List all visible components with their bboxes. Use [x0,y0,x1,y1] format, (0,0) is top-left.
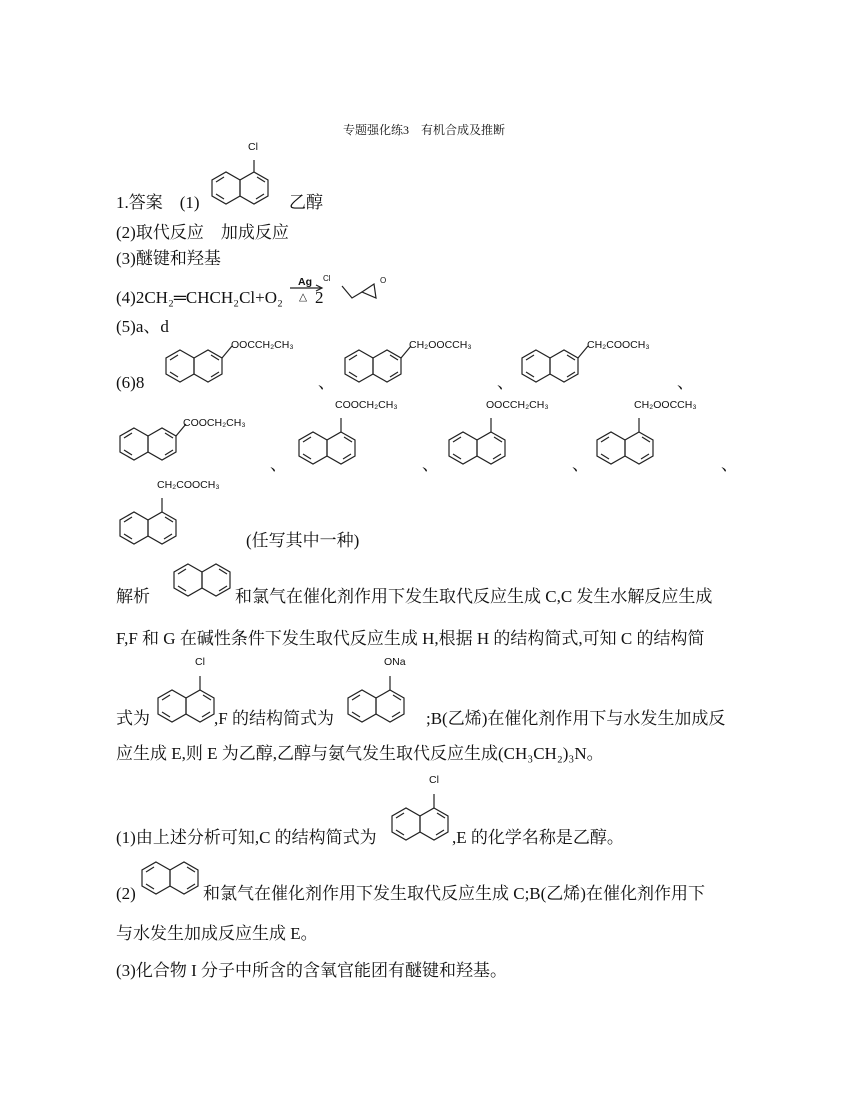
structure-c-cl-label: Cl [195,656,205,668]
isomer-5-group: COOCH₂CH₃ [335,399,398,411]
q6-prefix: (6)8 [116,373,145,392]
section-1a: (1)由上述分析可知,C 的结构简式为 [116,828,377,847]
isomer-8-group: CH₂COOCH₃ [157,479,220,491]
analysis-p1a: 和氯气在催化剂作用下发生取代反应生成 C,C 发生水解反应生成 [235,587,713,606]
structure-f-ona-label: ONa [384,656,406,668]
separator-5: 、 [422,455,439,474]
isomer-8-ring [118,484,190,554]
separator-4: 、 [270,455,287,474]
analysis-p3: 应生成 E,则 E 为乙醇,乙醇与氨气发生取代反应生成(CH₃CH₂)₃N。 [116,744,604,763]
q5-line: (5)a、d [116,317,169,336]
page-header: 专题强化练3 有机合成及推断 [343,123,506,137]
analysis-label: 解析 [116,587,150,606]
q4-product-cl: Cl [323,274,331,283]
isomer-3-ring [520,340,592,390]
section-2c: 与水发生加成反应生成 E。 [116,924,318,943]
separator-7: 、 [721,455,738,474]
q3-line: (3)醚键和羟基 [116,249,221,268]
isomer-4-group: COOCH₂CH₃ [183,417,246,429]
separator-1: 、 [318,373,335,392]
isomer-7-group: CH₂OOCCH₃ [634,399,697,411]
separator-2: 、 [497,373,514,392]
naphthalene-structure-2 [140,858,204,904]
isomer-2-group: CH₂OOCCH₃ [409,339,472,351]
q4-condition: △ [299,291,308,303]
q1-name: 乙醇 [289,193,323,212]
separator-6: 、 [572,455,589,474]
q4-equation-left: (4)2CH₂═CHCH₂Cl+O₂ [116,288,283,307]
isomer-1-ring [164,340,236,390]
q4-product-o: O [380,276,387,285]
isomer-5-ring [297,404,369,474]
q1-prefix: 1.答案 (1) [116,193,200,212]
naphthalene-structure [172,560,236,606]
isomer-4-ring [118,418,190,468]
isomer-6-ring [447,404,519,474]
analysis-p1b: F,F 和 G 在碱性条件下发生取代反应生成 H,根据 H 的结构简式,可知 C 的结构简 [116,629,705,648]
separator-3: 、 [677,373,694,392]
isomer-1-group: OOCCH₂CH₃ [231,339,294,351]
isomer-3-group: CH₂COOCH₃ [587,339,650,351]
q2-line: (2)取代反应 加成反应 [116,223,289,242]
q4-catalyst: Ag [298,276,312,288]
isomer-2-ring [343,340,415,390]
analysis-p2a: 式为 [116,709,150,728]
section-3: (3)化合物 I 分子中所含的含氧官能团有醚键和羟基。 [116,961,507,980]
naphthalene-cl-structure [206,140,276,212]
q1-cl-label: Cl [248,141,258,153]
q6-note: (任写其中一种) [246,531,360,550]
analysis-p2b: ,F 的结构简式为 [214,709,334,728]
structure-c-cl-2 [390,778,460,850]
isomer-6-group: OOCCH₂CH₃ [486,399,549,411]
structure-c-cl-2-label: Cl [429,774,439,786]
analysis-p2c: ;B(乙烯)在催化剂作用下与水发生加成反 [426,709,726,728]
isomer-7-ring [595,404,667,474]
section-1b: ,E 的化学名称是乙醇。 [452,828,624,847]
section-2b: 和氯气在催化剂作用下发生取代反应生成 C;B(乙烯)在催化剂作用下 [203,884,705,903]
section-2a: (2) [116,884,136,903]
q4-coefficient: 2 [315,288,324,307]
structure-f-ona [346,660,416,732]
